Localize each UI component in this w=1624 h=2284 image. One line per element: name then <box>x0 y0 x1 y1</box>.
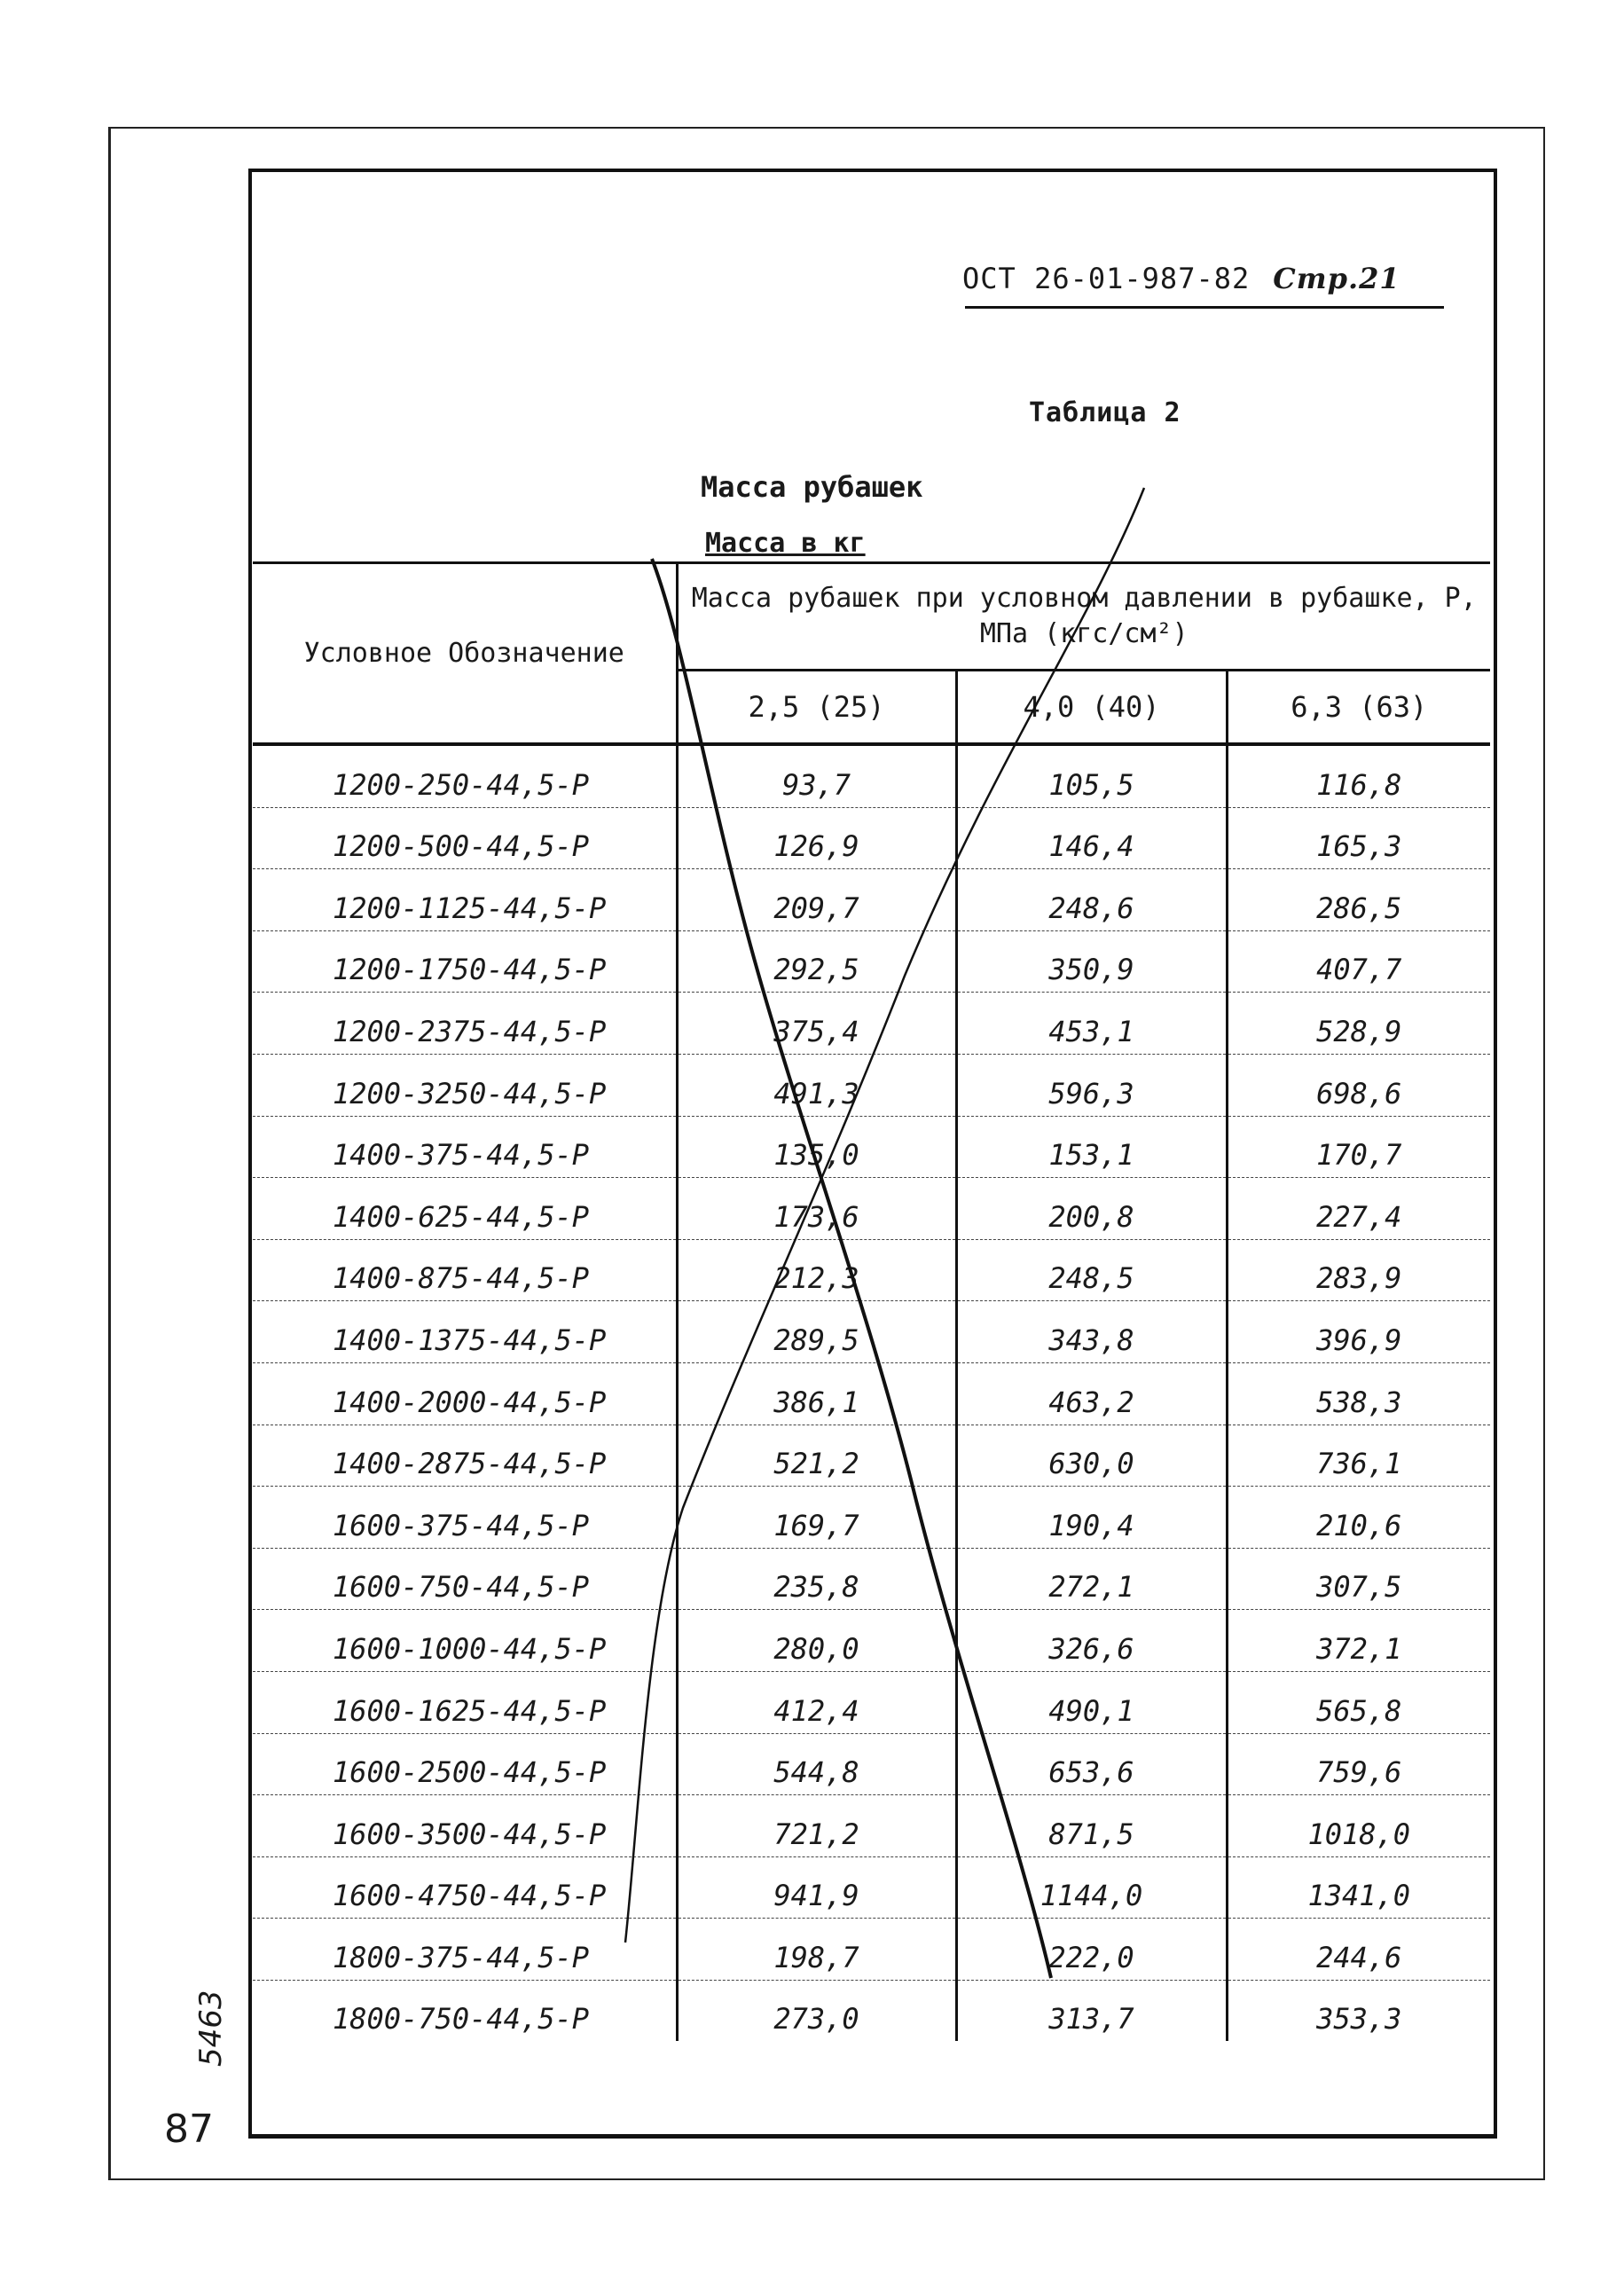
mass-cell: 1144,0 <box>956 1856 1227 1919</box>
mass-cell: 463,2 <box>956 1362 1227 1425</box>
table-row <box>253 1795 1490 1857</box>
mass-cell: 105,5 <box>956 744 1227 807</box>
designation-cell: 1400-2000-44,5-P <box>253 1362 677 1425</box>
mass-cell: 350,9 <box>956 930 1227 993</box>
designation-cell: 1200-250-44,5-P <box>253 744 677 807</box>
mass-cell: 116,8 <box>1227 744 1490 807</box>
mass-cell: 386,1 <box>677 1362 956 1425</box>
table-row <box>253 1116 1490 1178</box>
table-row <box>253 1671 1490 1733</box>
mass-cell: 736,1 <box>1227 1425 1490 1487</box>
mass-cell: 343,8 <box>956 1301 1227 1363</box>
mass-cell: 396,9 <box>1227 1301 1490 1363</box>
pressure-header: 4,0 (40) <box>956 671 1227 745</box>
mass-cell: 209,7 <box>677 869 956 931</box>
mass-cell: 1018,0 <box>1227 1795 1490 1857</box>
table-row <box>253 1362 1490 1425</box>
table-row <box>253 807 1490 869</box>
table-row <box>253 1733 1490 1795</box>
designation-cell: 1200-2375-44,5-P <box>253 993 677 1055</box>
mass-cell: 165,3 <box>1227 807 1490 869</box>
pressure-header: 2,5 (25) <box>677 671 956 745</box>
mass-cell: 544,8 <box>677 1733 956 1795</box>
mass-cell: 941,9 <box>677 1856 956 1919</box>
table-row <box>253 1856 1490 1919</box>
designation-cell: 1400-1375-44,5-P <box>253 1301 677 1363</box>
designation-cell: 1600-375-44,5-P <box>253 1487 677 1549</box>
mass-table <box>253 561 1490 2041</box>
mass-cell: 289,5 <box>677 1301 956 1363</box>
mass-cell: 280,0 <box>677 1610 956 1672</box>
table-row <box>253 1548 1490 1610</box>
designation-cell: 1600-1625-44,5-P <box>253 1671 677 1733</box>
designation-cell: 1200-1125-44,5-P <box>253 869 677 931</box>
table-subtitle: Масса в кг <box>705 528 866 559</box>
mass-cell: 292,5 <box>677 930 956 993</box>
mass-cell: 871,5 <box>956 1795 1227 1857</box>
mass-cell: 326,6 <box>956 1610 1227 1672</box>
mass-cell: 372,1 <box>1227 1610 1490 1672</box>
mass-cell: 212,3 <box>677 1239 956 1301</box>
mass-cell: 283,9 <box>1227 1239 1490 1301</box>
mass-cell: 190,4 <box>956 1487 1227 1549</box>
designation-cell: 1400-625-44,5-P <box>253 1178 677 1240</box>
designation-cell: 1800-375-44,5-P <box>253 1919 677 1981</box>
archive-number: 5463 <box>193 1990 229 2067</box>
designation-cell: 1200-1750-44,5-P <box>253 930 677 993</box>
mass-cell: 528,9 <box>1227 993 1490 1055</box>
table-row <box>253 1610 1490 1672</box>
mass-cell: 244,6 <box>1227 1919 1490 1981</box>
mass-cell: 313,7 <box>956 1980 1227 2041</box>
mass-cell: 227,4 <box>1227 1178 1490 1240</box>
mass-cell: 210,6 <box>1227 1487 1490 1549</box>
mass-cell: 375,4 <box>677 993 956 1055</box>
mass-cell: 222,0 <box>956 1919 1227 1981</box>
table-row <box>253 1919 1490 1981</box>
designation-cell: 1400-875-44,5-P <box>253 1239 677 1301</box>
table-row <box>253 930 1490 993</box>
mass-cell: 153,1 <box>956 1116 1227 1178</box>
mass-cell: 235,8 <box>677 1548 956 1610</box>
table-row <box>253 1980 1490 2041</box>
mass-cell: 248,5 <box>956 1239 1227 1301</box>
mass-cell: 248,6 <box>956 869 1227 931</box>
table-row <box>253 1178 1490 1240</box>
table-label: Таблица 2 <box>1029 397 1181 428</box>
mass-cell: 565,8 <box>1227 1671 1490 1733</box>
mass-cell: 126,9 <box>677 807 956 869</box>
table-row <box>253 1054 1490 1116</box>
designation-cell: 1600-3500-44,5-P <box>253 1795 677 1857</box>
designation-cell: 1600-4750-44,5-P <box>253 1856 677 1919</box>
header-underline <box>965 306 1444 309</box>
mass-cell: 759,6 <box>1227 1733 1490 1795</box>
mass-cell: 169,7 <box>677 1487 956 1549</box>
mass-cell: 286,5 <box>1227 869 1490 931</box>
mass-cell: 93,7 <box>677 744 956 807</box>
mass-cell: 1341,0 <box>1227 1856 1490 1919</box>
table-row <box>253 993 1490 1055</box>
designation-cell: 1400-2875-44,5-P <box>253 1425 677 1487</box>
mass-cell: 273,0 <box>677 1980 956 2041</box>
table-row <box>253 1239 1490 1301</box>
mass-cell: 538,3 <box>1227 1362 1490 1425</box>
mass-cell: 453,1 <box>956 993 1227 1055</box>
page-ref: Стр.21 <box>1273 262 1400 295</box>
designation-cell: 1200-3250-44,5-P <box>253 1054 677 1116</box>
mass-cell: 146,4 <box>956 807 1227 869</box>
table-row <box>253 744 1490 807</box>
mass-cell: 307,5 <box>1227 1548 1490 1610</box>
mass-cell: 698,6 <box>1227 1054 1490 1116</box>
mass-cell: 521,2 <box>677 1425 956 1487</box>
mass-cell: 198,7 <box>677 1919 956 1981</box>
document-header <box>962 262 1441 295</box>
designation-cell: 1200-500-44,5-P <box>253 807 677 869</box>
mass-cell: 272,1 <box>956 1548 1227 1610</box>
designation-cell: 1600-750-44,5-P <box>253 1548 677 1610</box>
page-number: 87 <box>164 2107 214 2152</box>
table-row <box>253 1425 1490 1487</box>
mass-cell: 412,4 <box>677 1671 956 1733</box>
mass-cell: 491,3 <box>677 1054 956 1116</box>
col-designation-header: Условное Обозначение <box>253 563 677 745</box>
doc-code: ОСТ 26-01-987-82 <box>962 262 1251 295</box>
designation-cell: 1800-750-44,5-P <box>333 2002 589 2037</box>
mass-cell: 353,3 <box>1227 1980 1490 2041</box>
designation-cell: 1600-1000-44,5-P <box>253 1610 677 1672</box>
mass-cell: 407,7 <box>1227 930 1490 993</box>
table-body <box>253 744 1490 2041</box>
mass-cell: 596,3 <box>956 1054 1227 1116</box>
mass-cell: 173,6 <box>677 1178 956 1240</box>
table-row <box>253 1301 1490 1363</box>
designation-cell: 1600-2500-44,5-P <box>253 1733 677 1795</box>
mass-cell: 490,1 <box>956 1671 1227 1733</box>
mass-cell: 630,0 <box>956 1425 1227 1487</box>
designation-cell: 1400-375-44,5-P <box>253 1116 677 1178</box>
mass-cell: 721,2 <box>677 1795 956 1857</box>
mass-cell: 135,0 <box>677 1116 956 1178</box>
mass-cell: 170,7 <box>1227 1116 1490 1178</box>
col-group-header: Масса рубашек при условном давлении в рубашке, P, МПа (кгс/см²) <box>677 563 1490 671</box>
pressure-header: 6,3 (63) <box>1227 671 1490 745</box>
table-row <box>253 1487 1490 1549</box>
mass-cell: 200,8 <box>956 1178 1227 1240</box>
mass-cell: 653,6 <box>956 1733 1227 1795</box>
table-row <box>253 869 1490 931</box>
table-title: Масса рубашек <box>701 470 923 504</box>
